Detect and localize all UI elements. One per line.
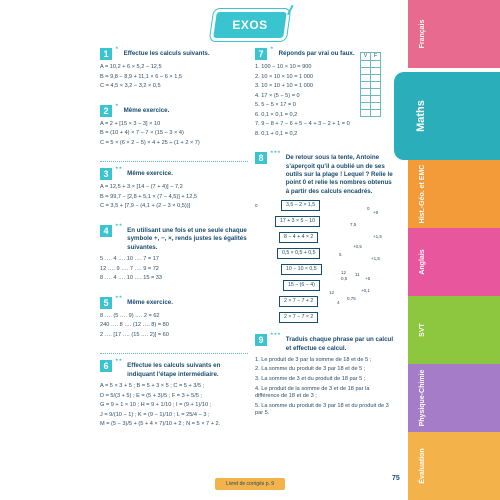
difficulty-stars: ★ (115, 45, 119, 50)
dot-label: 0,5 (341, 276, 348, 282)
tab-label: Français (419, 19, 426, 49)
exercise-title: Réponds par vrai ou faux. (278, 50, 355, 57)
answer-cell[interactable] (361, 88, 371, 95)
tab-label: Anglais (419, 249, 426, 275)
exercise-3 (100, 165, 248, 211)
exercise-title: Même exercice. (127, 298, 173, 306)
exercise-number: 4 (100, 225, 112, 237)
calc-line: D = 5/(3 + 5) ; E = (5 + 3)/5 ; F = 3 + 5/5 ; (100, 392, 202, 399)
header-banner (213, 12, 287, 38)
calc-box: 10 − 10 × 0,5 (281, 264, 322, 275)
calc-box: 2 × 7 − 7 + 2 (279, 296, 318, 307)
exercise-number: 6 (100, 360, 112, 372)
statement-line: 7. 9 − 8 + 7 − 6 + 5 − 4 + 3 − 2 + 1 = 0 (255, 121, 350, 128)
exercise-title: Effectue les calculs suivants. (123, 50, 210, 57)
calc-box: 17 + 3 × 5 − 10 (275, 216, 320, 227)
answer-cell[interactable] (361, 74, 371, 81)
calc-line: M = (5 − 3)/5 + (5 + 4 × 7)/10 + 2 ; N = 5 × 7 + 2. (100, 421, 221, 428)
answer-cell[interactable] (371, 60, 381, 67)
tab-francais[interactable] (408, 0, 500, 68)
exercise-8 (255, 149, 395, 321)
calc-line: 8 …. (5 …. 9) …. 2 = 62 (100, 312, 160, 319)
bolt-icon (287, 5, 299, 17)
sentence-line: 1. Le produit de 3 par la somme de 18 et de 5 ; (255, 356, 372, 363)
calc-line: B = 99,7 − [2,8 + 5,1 × (7 − 4,5)] + 12,5 (100, 193, 198, 200)
statement-line: 1. 100 − 10 × 10 = 900 (255, 64, 312, 70)
answer-cell[interactable] (361, 95, 371, 102)
statement-line: 8. 0,1 + 0,1 = 0,2 (255, 130, 298, 137)
dot-label: +1,5 (373, 234, 382, 240)
divider (100, 353, 248, 354)
answer-cell[interactable] (371, 67, 381, 74)
exercise-title: Même exercice. (123, 106, 170, 114)
statement-line: 3. 10 × 10 + 10 = 1 000 (255, 83, 314, 90)
exercise-4 (100, 221, 248, 283)
answer-cell[interactable] (371, 88, 381, 95)
calc-line: C = 4,5 × 3,2 − 3,2 × 0,5 (100, 83, 161, 90)
dot-label: 11 (355, 272, 360, 278)
answer-cell[interactable] (371, 102, 381, 109)
tab-label: Maths (415, 100, 427, 132)
dot-label: 12 (341, 270, 347, 276)
header-title: EXOS (232, 18, 268, 32)
answer-cell[interactable] (361, 60, 371, 67)
left-column (100, 45, 248, 443)
dot-label: 7,5 (350, 222, 357, 228)
tab-label: SVT (419, 323, 426, 337)
dot-label: 12 (329, 290, 335, 296)
calc-tree (255, 200, 395, 320)
exercise-title: En utilisant une fois et une seule chaque symbole +, −, ×, rends justes les égalités suivantes. (127, 226, 247, 251)
sentence-line: 2. La somme du produit de 3 par 18 et de 5 ; (255, 366, 366, 373)
answer-cell[interactable] (361, 109, 371, 116)
answer-cell[interactable] (371, 109, 381, 116)
calc-line: 240 …. 8 …. (12 …. 8) = 80 (100, 322, 169, 329)
sentence-line: 4. Le produit de la somme de 3 et de 18 par la différence de 18 et de 3 ; (255, 385, 370, 400)
statement-line: 4. 17 × (5 − 5) = 0 (255, 92, 300, 99)
dot-label: 0,75 (347, 296, 356, 302)
difficulty-stars: ★★★ (270, 331, 281, 337)
corrections-note: Livret de corrigés p. 9 (215, 478, 285, 490)
calc-line: 12 …. 9 …. 7 …. 9 = 72 (100, 265, 159, 272)
exercise-title: Traduis chaque phrase par un calcul et effectue ce calcul. (285, 336, 394, 352)
calc-line: J = 9/(10 − 1) ; K = (9 − 1)/10 ; L = 25/4 − 3 ; (100, 411, 210, 418)
table-header: F (371, 53, 381, 61)
table-header: V (361, 53, 371, 61)
divider (100, 161, 248, 162)
calc-line: G = 9 + 1 × 10 ; H = 9 + 1/10 ; I = (9 + 1)/10 ; (100, 402, 212, 409)
tab-maths[interactable] (394, 72, 500, 160)
calc-box: 15 − (6 − 4) (283, 280, 320, 291)
tab-anglais[interactable] (408, 228, 500, 296)
dot-label: 0 (367, 206, 370, 212)
answer-cell[interactable] (371, 74, 381, 81)
sentence-line: 3. La somme de 3 et du produit de 18 par 5 ; (255, 375, 366, 382)
exercise-number: 3 (100, 168, 112, 180)
exercise-title: De retour sous la tente, Antoine s’aperçoit qu’il a oublié un de ses outils sur la plage ! Lequel ? Relie le point 0 et relie les nombres obtenus à partir des calculs encadrés. (285, 154, 393, 195)
exercise-2 (100, 101, 248, 148)
tab-label: Hist.-Géo. et EMC (419, 164, 426, 224)
dot-label: +5 (365, 276, 371, 282)
subject-sidebar (408, 0, 500, 500)
calc-line: B = (10 + 4) × 7 − 7 × (15 − 3 × 4) (100, 130, 184, 137)
exercise-5 (100, 293, 248, 340)
dot-label: +9 (373, 210, 379, 216)
dot-label: +0,5 (353, 244, 362, 250)
calc-line: C = 5 × (6 × 2 − 5) × 4 + 25 ÷ (1 + 2 × 7) (100, 139, 200, 146)
calc-line: 8 …. 4 …. 10 …. 15 = 33 (100, 275, 163, 282)
calc-line: B = 9,8 − 8,9 + 11,1 × 6 − 6 × 1,5 (100, 73, 183, 80)
exercise-6 (100, 357, 248, 428)
difficulty-stars: ★★ (115, 165, 123, 171)
dot-label: +1,5 (371, 256, 380, 262)
tab-label: Physique-Chimie (419, 369, 426, 427)
tab-label: Évaluation (419, 448, 426, 484)
calc-line: A = 12,5 + 3 × [14 − (7 + 4)] − 7,2 (100, 184, 183, 191)
difficulty-stars: ★★ (115, 357, 123, 363)
difficulty-stars: ★ (270, 45, 274, 50)
calc-box: 8 − 4 + 4 × 2 (279, 232, 318, 243)
calc-box: 3,5 − 2 × 1,5 (281, 200, 320, 211)
calc-line: C = 3,5 + [7,9 − (4,1 + (2 − 3 × 0,5))] (100, 203, 191, 210)
calc-box: 0,5 × 0,5 + 0,5 (277, 248, 320, 259)
difficulty-stars: ★ (115, 101, 119, 107)
start-point-label: 0 (255, 203, 258, 209)
exercise-number: 9 (255, 334, 267, 346)
calc-line: A = 5 × 3 + 5 ; B = 5 + 3 × 5 ; C = 5 + 3/5 ; (100, 383, 205, 389)
exercise-number: 5 (100, 297, 112, 309)
answer-cell[interactable] (361, 102, 371, 109)
exercise-1 (100, 45, 248, 91)
calc-line: 5 …. 4 …. 10 …. 7 = 17 (100, 256, 159, 262)
calc-box: 2 × 7 − 7 × 2 (279, 312, 318, 323)
dot-label: 5 (339, 252, 342, 258)
exercise-number: 8 (255, 152, 267, 164)
true-false-table (360, 52, 381, 117)
tab-svt[interactable] (408, 296, 500, 364)
exercise-number: 7 (255, 48, 267, 60)
dot-label: +0,1 (361, 288, 370, 294)
difficulty-stars: ★★ (115, 221, 123, 227)
sentence-line: 5. La somme du produit de 3 par 18 et du produit de 3 par 5. (255, 402, 389, 417)
difficulty-stars: ★★ (115, 293, 123, 299)
exercise-number: 1 (100, 48, 112, 60)
page-number: 75 (392, 475, 400, 482)
exercise-title: Même exercice. (127, 170, 173, 178)
tab-histoire-geo[interactable] (408, 160, 500, 228)
answer-cell[interactable] (371, 95, 381, 102)
exercise-9 (255, 331, 395, 418)
dot-label: 4 (337, 300, 340, 306)
statement-line: 5. 5 − 5 × 17 = 0 (255, 102, 296, 109)
answer-cell[interactable] (361, 67, 371, 74)
exercise-number: 2 (100, 105, 112, 117)
calc-line: A = 10,2 + 6 × 5,2 − 12,5 (100, 64, 162, 70)
exercise-title: Effectue les calculs suivants en indiquant l’étape intermédiaire. (127, 362, 221, 378)
statement-line: 6. 0,1 × 0,1 = 0,2 (255, 111, 298, 118)
calc-line: A = 2 + [15 × 3 − 3] × 10 (100, 120, 161, 127)
difficulty-stars: ★★★ (270, 149, 281, 155)
answer-cell[interactable] (361, 81, 371, 88)
tab-physique-chimie[interactable] (408, 364, 500, 432)
statement-line: 2. 10 × 10 × 10 = 1 000 (255, 73, 314, 80)
calc-line: 2 …. [17 …. (15 …. 2)] = 60 (100, 331, 169, 338)
answer-cell[interactable] (371, 81, 381, 88)
tab-evaluation[interactable] (408, 432, 500, 500)
